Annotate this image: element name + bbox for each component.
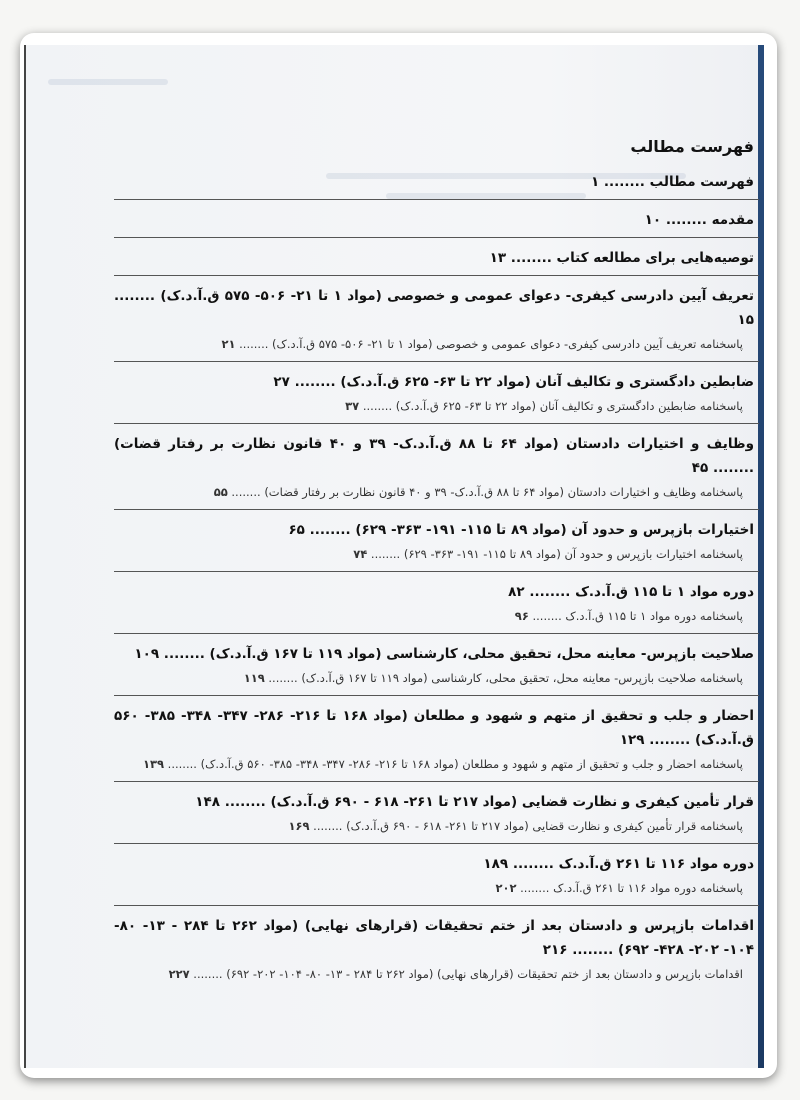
dot-leader: ........ xyxy=(661,212,712,228)
toc-entry xyxy=(114,170,759,194)
toc-entry-title: توصیه‌هایی برای مطالعه کتاب xyxy=(556,250,754,266)
dot-leader: ........ xyxy=(235,337,273,351)
toc-entry xyxy=(114,642,759,666)
toc-entry xyxy=(114,518,759,542)
toc-entry-title: تعریف آیین دادرسی کیفری- دعوای عمومی و خصوصی (مواد ۱ تا ۲۱- ۵۰۶- ۵۷۵ ق.آ.د.ک) xyxy=(160,288,754,304)
toc-entry xyxy=(114,704,759,752)
dot-leader: ........ xyxy=(599,174,650,190)
dot-leader: ........ xyxy=(309,819,347,833)
toc-subentry xyxy=(114,604,759,628)
toc-page-number: ۱۳ xyxy=(489,250,507,266)
toc-page-number: ۱۸۹ xyxy=(483,856,509,872)
toc-page-number: ۲۰۲ xyxy=(495,881,517,895)
toc-entry xyxy=(114,790,759,814)
toc-heading: فهرست مطالب xyxy=(630,137,754,156)
toc-entry xyxy=(114,852,759,876)
dot-leader: ........ xyxy=(220,794,271,810)
section-divider xyxy=(114,237,759,238)
toc-page-number: ۲۷ xyxy=(273,374,290,390)
toc-page-number: ۱۶۹ xyxy=(288,819,310,833)
toc-entry-title: اقدامات بازپرس و دادستان بعد از ختم تحقیقات (قرارهای نهایی) (مواد ۲۶۲ تا ۲۸۴ - ۱۳- ۸۰- ۱۰۴- ۲۰۲- ۴۲۸- ۶۹۲) xyxy=(114,918,754,958)
toc-entry-title: پاسخنامه وظایف و اختیارات دادستان (مواد ۶۴ تا ۸۸ ق.آ.د.ک- ۳۹ و ۴۰ قانون نظارت بر رفتار قضات) xyxy=(264,485,743,499)
dot-leader: ........ xyxy=(114,288,161,304)
toc-page-number: ۲۱۶ xyxy=(542,942,568,958)
section-divider xyxy=(114,695,759,696)
section-divider xyxy=(114,905,759,906)
toc-entry xyxy=(114,914,759,962)
toc-entry-title: قرار تأمین کیفری و نظارت قضایی (مواد ۲۱۷ تا ۲۶۱- ۶۱۸ - ۶۹۰ ق.آ.د.ک) xyxy=(270,794,754,810)
toc-list xyxy=(114,170,759,986)
toc-page-number: ۸۲ xyxy=(508,584,525,600)
toc-page-number: ۴۵ xyxy=(691,460,709,476)
section-divider xyxy=(114,571,759,572)
toc-page-number: ۹۶ xyxy=(514,609,529,623)
toc-page-number: ۶۵ xyxy=(288,522,305,538)
dot-leader: ........ xyxy=(506,250,557,266)
toc-page-number: ۷۴ xyxy=(353,547,368,561)
toc-page-number: ۲۲۷ xyxy=(168,967,190,981)
toc-page-number: ۱۳۹ xyxy=(142,757,165,771)
toc-subentry xyxy=(114,962,759,986)
dot-leader: ........ xyxy=(189,967,227,981)
toc-subentry xyxy=(114,752,759,776)
toc-page-number: ۱۱۹ xyxy=(243,671,265,685)
toc-entry-title: پاسخنامه ضابطین دادگستری و تکالیف آنان (مواد ۲۲ تا ۶۳- ۶۲۵ ق.آ.د.ک) xyxy=(395,399,743,413)
toc-subentry xyxy=(114,332,759,356)
dot-leader: ........ xyxy=(359,399,396,413)
page-frame xyxy=(20,33,777,1078)
toc-page-number: ۱۰۹ xyxy=(134,646,160,662)
bleed-through-mark xyxy=(48,79,168,85)
toc-entry-title: احضار و جلب و تحقیق از متهم و شهود و مطلعان (مواد ۱۶۸ تا ۲۱۶- ۲۸۶- ۳۴۷- ۳۴۸- ۳۸۵- ۵۶۰ ق.آ.د.ک) xyxy=(114,708,754,748)
toc-entry-title: وظایف و اختیارات دادستان (مواد ۶۴ تا ۸۸ ق.آ.د.ک- ۳۹ و ۴۰ قانون نظارت بر رفتار قضات) xyxy=(114,436,755,452)
dot-leader: ........ xyxy=(264,671,302,685)
toc-entry-title: پاسخنامه قرار تأمین کیفری و نظارت قضایی (مواد ۲۱۷ تا ۲۶۱- ۶۱۸ - ۶۹۰ ق.آ.د.ک) xyxy=(346,819,743,833)
toc-entry xyxy=(114,370,759,394)
toc-entry-title: پاسخنامه دوره مواد ۱ تا ۱۱۵ ق.آ.د.ک xyxy=(565,609,743,623)
toc-subentry xyxy=(114,814,759,838)
section-divider xyxy=(114,509,759,510)
dot-leader: ........ xyxy=(516,881,554,895)
dot-leader: ........ xyxy=(159,646,210,662)
section-divider xyxy=(114,199,759,200)
toc-subentry xyxy=(114,394,759,418)
book-page xyxy=(24,45,764,1068)
section-divider xyxy=(114,275,759,276)
toc-entry-title: دوره مواد ۱ تا ۱۱۵ ق.آ.د.ک xyxy=(575,584,754,600)
toc-entry xyxy=(114,284,759,332)
section-divider xyxy=(114,781,759,782)
dot-leader: ........ xyxy=(164,757,201,771)
dot-leader: ........ xyxy=(524,584,576,600)
toc-page-number: ۲۱ xyxy=(221,337,236,351)
dot-leader: ........ xyxy=(367,547,404,561)
toc-subentry xyxy=(114,666,759,690)
section-divider xyxy=(114,423,759,424)
toc-entry-title: پاسخنامه صلاحیت بازپرس- معاینه محل، تحقیق محلی، کارشناسی (مواد ۱۱۹ تا ۱۶۷ ق.آ.د.ک) xyxy=(301,671,743,685)
toc-page-number: ۱۰ xyxy=(644,212,662,228)
toc-entry-title: اقدامات بازپرس و دادستان بعد از ختم تحقیقات (قرارهای نهایی) (مواد ۲۶۲ تا ۲۸۴ - ۱۳- ۸۰- ۱۰۴- ۲۰۲- ۶۹۲) xyxy=(226,967,743,981)
dot-leader: ........ xyxy=(508,856,559,872)
section-divider xyxy=(114,843,759,844)
toc-subentry xyxy=(114,876,759,900)
toc-page-number: ۵۵ xyxy=(213,485,228,499)
toc-subentry xyxy=(114,480,759,504)
toc-entry-title: پاسخنامه احضار و جلب و تحقیق از متهم و شهود و مطلعان (مواد ۱۶۸ تا ۲۱۶- ۲۸۶- ۳۴۷- ۳۴۸- ۳۸۵- ۵۶۰ ق.آ.د.ک) xyxy=(200,757,743,771)
dot-leader: ........ xyxy=(304,522,356,538)
toc-entry-title: مقدمه xyxy=(711,212,754,228)
dot-leader: ........ xyxy=(567,942,618,958)
toc-entry-title: پاسخنامه اختیارات بازپرس و حدود آن (مواد ۸۹ تا ۱۱۵- ۱۹۱- ۳۶۳- ۶۲۹) xyxy=(403,547,743,561)
toc-entry-title: صلاحیت بازپرس- معاینه محل، تحقیق محلی، کارشناسی (مواد ۱۱۹ تا ۱۶۷ ق.آ.د.ک) xyxy=(209,646,754,662)
toc-entry-title: دوره مواد ۱۱۶ تا ۲۶۱ ق.آ.د.ک xyxy=(558,856,754,872)
dot-leader: ........ xyxy=(644,732,695,748)
toc-entry xyxy=(114,246,759,270)
dot-leader: ........ xyxy=(528,609,566,623)
section-divider xyxy=(114,633,759,634)
dot-leader: ........ xyxy=(227,485,265,499)
toc-page-number: ۱۴۸ xyxy=(195,794,220,810)
toc-page-number: ۳۷ xyxy=(345,399,360,413)
toc-subentry xyxy=(114,542,759,566)
section-divider xyxy=(114,361,759,362)
toc-entry xyxy=(114,580,759,604)
toc-page-number: ۱۲۹ xyxy=(619,732,645,748)
toc-entry xyxy=(114,208,759,232)
toc-entry-title: اختیارات بازپرس و حدود آن (مواد ۸۹ تا ۱۱۵- ۱۹۱- ۳۶۳- ۶۲۹) xyxy=(355,522,754,538)
table-of-contents xyxy=(114,137,759,986)
dot-leader: ........ xyxy=(708,460,754,476)
toc-entry-title: ضابطین دادگستری و تکالیف آنان (مواد ۲۲ تا ۶۳- ۶۲۵ ق.آ.د.ک) xyxy=(340,374,754,390)
toc-entry-title: فهرست مطالب xyxy=(649,174,754,190)
dot-leader: ........ xyxy=(289,374,341,390)
toc-page-number: ۱ xyxy=(590,174,600,190)
toc-page-number: ۱۵ xyxy=(737,312,754,328)
toc-entry-title: پاسخنامه دوره مواد ۱۱۶ تا ۲۶۱ ق.آ.د.ک xyxy=(553,881,743,895)
toc-entry-title: پاسخنامه تعریف آیین دادرسی کیفری- دعوای عمومی و خصوصی (مواد ۱ تا ۲۱- ۵۰۶- ۵۷۵ ق.آ.د.ک) xyxy=(272,337,743,351)
toc-entry xyxy=(114,432,759,480)
